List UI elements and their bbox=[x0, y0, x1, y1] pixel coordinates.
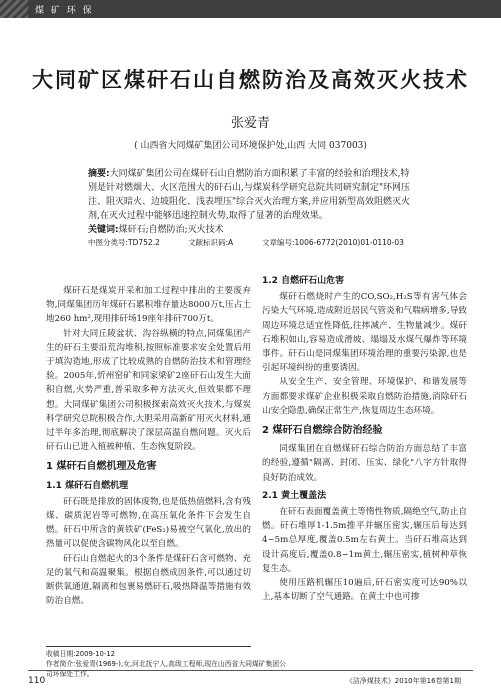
abstract-block bbox=[88, 167, 413, 237]
journal-header-bar bbox=[0, 0, 501, 18]
body-paragraph: 使用压路机辗压10遍后,矸石密实度可达90%以上,基本切断了空气通路。在黄土中也可掺 bbox=[262, 578, 467, 603]
body-paragraph: 针对大同丘陵盆状、沟谷纵横的特点,同煤集团产生的矸石主要沿荒沟堆积,按照标准要求安全处置后用于填沟造地,形成了比较成熟的自燃防治技术和管理经验。2005年,忻州窑矿和同家梁矿2座矸石山发生大面积自燃,火势严重,普采取多种方法灭火,但效果都不理想。大同煤矿集团公司积极探索高效灭火技术,与煤炭科学研究总院积极合作,大胆采用高新矿用灭火材料,通过半年多治理,彻底解决了深层高温自燃问题。灭火后矸石山已进入植被种植、生态恢复阶段。 bbox=[46, 328, 251, 453]
subsection-heading: 1.1 煤矸石自燃机理 bbox=[46, 480, 129, 491]
body-paragraph: 从安全生产、安全管理、环境保护、和谐发展等方面都要求煤矿企业积极采取自燃防治措施,消除矸石山安全隐患,确保正常生产,恢复周边生态环境。 bbox=[262, 377, 467, 416]
page-number: 110 bbox=[28, 676, 46, 686]
author-bio: 作者简介:张爱青(1969-),女,河北抚宁人,高级工程师,现在山西省大同煤矿集团公司环保处工作。 bbox=[46, 660, 286, 678]
right-column bbox=[262, 270, 467, 604]
section-label: 煤 矿 环 保 bbox=[35, 6, 94, 16]
body-paragraph: 煤矸石是煤炭开采和加工过程中排出的主要废弃物,同煤集团历年煤矸石累积堆存量达8000万t,压占土地260 hm²,现用排矸场19座年排矸700万t。 bbox=[46, 286, 251, 325]
keywords-line bbox=[88, 223, 413, 237]
left-column bbox=[46, 284, 251, 608]
subsection-heading: 1.2 自燃矸石山危害 bbox=[262, 276, 345, 286]
body-paragraph: 在矸石表面覆盖黄土等惰性物质,隔绝空气,防止自燃。矸石堆厚1-1.5m推平并辗压密实,辗压后每达到4~5m总厚度,覆盖0.5m左右黄土。当矸石堆高达到设计高度后,覆盖0.8~1m黄土,辗压密实,植树种草恢复生态。 bbox=[262, 507, 467, 574]
abstract-label: 摘要: bbox=[88, 169, 110, 179]
document-code: 文献标识码:A bbox=[188, 238, 234, 247]
body-paragraph: 矸石既是排放的固体废物,也是低热值燃料,含有残煤、碳质泥岩等可燃物,在高压氧化条件下会发生自燃。矸石中所含的黄铁矿(FeS₂)易被空气氧化,放出的热量可以促使含碳物风化以至自燃。 bbox=[46, 496, 251, 550]
received-date: 收稿日期:2009-10-12 bbox=[46, 650, 115, 658]
body-paragraph: 煤矸石燃烧时产生的CO,SO₂,H₂S等有害气体会污染大气环境,造成附近居民气管炎和气喘病增多,导致周边环境总适宜性降低,往摔减产、生物量减少。煤矸石堆积如山,容易造成滑坡、塌塌及水煤气爆炸等环境事件。矸石山是同煤集团环境治理的重要污染源,也是引起环境纠纷的重要诱因。 bbox=[262, 292, 467, 374]
affiliation: ( 山西省大同煤矿集团公司环境保护处,山西 大同 037003) bbox=[134, 141, 367, 151]
keywords-label: 关键词: bbox=[88, 225, 119, 235]
clc-number: 中图分类号:TD752.2 bbox=[88, 238, 160, 247]
paper-title: 大同矿区煤矸石山自燃防治及高效灭火技术 bbox=[32, 68, 469, 92]
article-number: 文章编号:1006-6772(2010)01-0110-03 bbox=[262, 238, 404, 247]
footnote-divider bbox=[46, 646, 251, 647]
body-paragraph: 矸石山自燃起火的3个条件是煤矸石含可燃物、充足的氧气和高温聚集。根据自燃成因条件,可以通过切断供氧通道,隔离和包裹易燃矸石,吸热降温等措施有效防治自燃。 bbox=[46, 553, 251, 607]
section-heading: 2 煤矸石自燃综合防治经验 bbox=[262, 425, 383, 437]
header-stripe-decoration bbox=[0, 0, 28, 18]
keywords-text: 煤矸石;自燃防治;灭火技术 bbox=[118, 225, 224, 235]
journal-citation: 《洁净煤技术》2010年第16卷第1期 bbox=[345, 677, 461, 685]
abstract-paragraph bbox=[88, 167, 413, 223]
subsection-heading: 2.1 黄土覆盖法 bbox=[262, 490, 327, 501]
section-heading: 1 煤矸石自燃机理及危害 bbox=[46, 461, 157, 473]
author: 张爱青 bbox=[230, 116, 270, 131]
body-paragraph: 同煤集团在自燃煤矸石综合防治方面总结了丰富的经验,遵循"隔离、封闭、压实、绿化"八字方针取得良好防治成效。 bbox=[262, 444, 467, 483]
footer-divider bbox=[28, 670, 473, 671]
abstract-text: 大同煤矿集团公司在煤矸石山自燃防治方面积累了丰富的经验和治理技术,特别是针对燃烟大、火区范围大的矸石山,与煤炭科学研究总院共同研究制定"环网压注、阻灭暗火、边坡阻化、浅表埋压"综合灭火治理方案,并应用新型高效阻燃灭火剂,在灭火过程中能够迅速控制火势,取得了显著的治理效果。 bbox=[88, 169, 411, 221]
